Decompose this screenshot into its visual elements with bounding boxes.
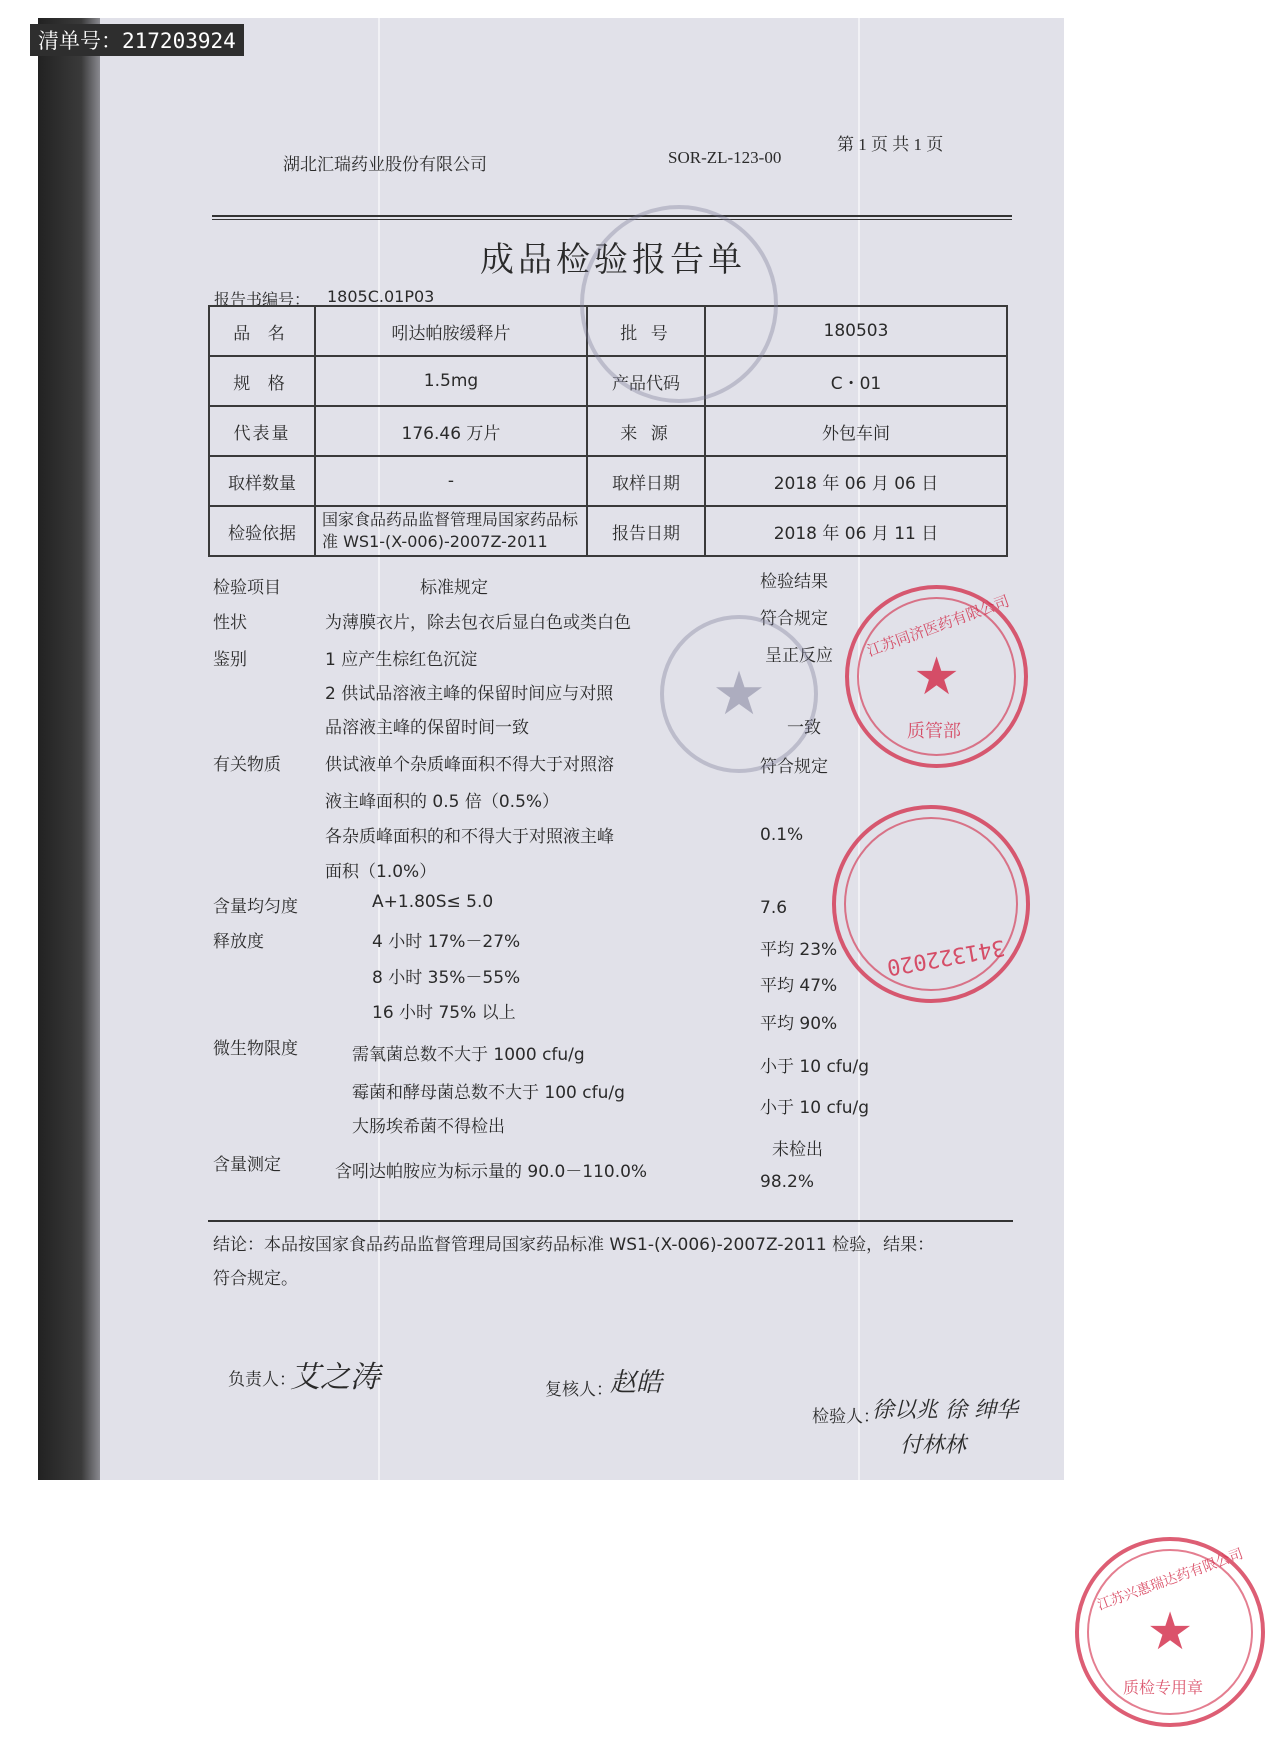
header-rule-thin — [212, 219, 1012, 220]
standard-text: 含吲达帕胺应为标示量的 90.0－110.0% — [335, 1162, 648, 1182]
round-stamp-number: 341322020 — [884, 934, 1007, 980]
spec-label: 规 格 — [209, 356, 315, 406]
result-text: 7.6 — [760, 898, 788, 918]
result-text: 呈正反应 — [765, 646, 833, 666]
item-label: 有关物质 — [213, 755, 281, 775]
standard-text: 霉菌和酵母菌总数不大于 100 cfu/g — [352, 1083, 625, 1103]
standard-text: 面积（1.0%） — [325, 862, 437, 882]
conclusion-rule — [208, 1220, 1013, 1222]
inspect-signature-2: 付林林 — [900, 1433, 967, 1458]
inspection-seal-dept: 质检专用章 — [1123, 1678, 1204, 1697]
qa-stamp — [845, 585, 1028, 768]
col-header-item: 检验项目 — [213, 578, 281, 598]
result-text: 小于 10 cfu/g — [760, 1057, 870, 1077]
col-header-result: 检验结果 — [760, 572, 828, 592]
star-icon: ★ — [913, 646, 960, 707]
result-text: 未检出 — [772, 1140, 823, 1160]
batch-number: 180503 — [705, 306, 1007, 356]
review-signature: 赵皓 — [610, 1368, 663, 1398]
code-value: C・01 — [705, 356, 1007, 406]
table-row — [209, 406, 1007, 456]
inspect-label: 检验人： — [812, 1407, 880, 1427]
result-text: 一致 — [787, 718, 821, 738]
faded-stamp — [580, 205, 778, 403]
sample-value: - — [315, 456, 587, 506]
header-rule — [212, 215, 1012, 217]
qty-label: 代表量 — [209, 406, 315, 456]
source-value: 外包车间 — [705, 406, 1007, 456]
standard-text: 1 应产生棕红色沉淀 — [325, 650, 478, 670]
inspect-signature: 徐以兆 徐 绅华 — [872, 1398, 1018, 1423]
qty-value: 176.46 万片 — [315, 406, 587, 456]
spec-value: 1.5mg — [315, 356, 587, 406]
fold-crease — [378, 18, 380, 1480]
company-name: 湖北汇瑞药业股份有限公司 — [283, 155, 487, 175]
page-info: 第 1 页 共 1 页 — [837, 135, 944, 154]
report-number-label: 报告书编号： — [214, 290, 311, 309]
item-label: 含量均匀度 — [213, 897, 298, 917]
qa-stamp-text: 江苏同济医药有限公司 — [864, 591, 1012, 661]
sample-label: 取样数量 — [209, 456, 315, 506]
product-name: 吲达帕胺缓释片 — [315, 306, 587, 356]
result-text: 平均 90% — [760, 1014, 838, 1034]
table-row — [209, 456, 1007, 506]
item-label: 释放度 — [213, 932, 264, 952]
table-row — [209, 506, 1007, 556]
standard-text: 2 供试品溶液主峰的保留时间应与对照 — [325, 684, 614, 704]
inspection-seal — [1075, 1537, 1265, 1727]
result-text: 0.1% — [760, 825, 804, 845]
code-label: 产品代码 — [587, 356, 705, 406]
basis-label: 检验依据 — [209, 506, 315, 556]
standard-text: 8 小时 35%－55% — [372, 968, 521, 988]
sample-date-label: 取样日期 — [587, 456, 705, 506]
standard-text: A+1.80S≤ 5.0 — [372, 892, 494, 912]
standard-text: 需氧菌总数不大于 1000 cfu/g — [352, 1045, 585, 1065]
standard-text: 供试液单个杂质峰面积不得大于对照溶 — [325, 755, 614, 775]
fold-crease — [858, 18, 860, 1480]
faded-stamp — [660, 615, 818, 773]
head-signature: 艾之涛 — [290, 1360, 380, 1395]
result-text: 小于 10 cfu/g — [760, 1098, 870, 1118]
qa-stamp-dept: 质管部 — [907, 721, 961, 742]
batch-label: 批 号 — [587, 306, 705, 356]
standard-text: 为薄膜衣片，除去包衣后显白色或类白色 — [325, 613, 631, 633]
result-text: 符合规定 — [760, 609, 828, 629]
report-number: 1805C.01P03 — [327, 287, 435, 306]
source-label: 来 源 — [587, 406, 705, 456]
report-date: 2018 年 06 月 11 日 — [705, 506, 1007, 556]
review-label: 复核人： — [545, 1380, 613, 1400]
item-label: 鉴别 — [213, 650, 247, 670]
standard-text: 16 小时 75% 以上 — [372, 1003, 516, 1023]
item-label: 性状 — [213, 613, 247, 633]
conclusion-line1: 结论：本品按国家食品药品监督管理局国家药品标准 WS1-(X-006)-2007Z-2011 检验，结果： — [213, 1235, 935, 1255]
name-label: 品 名 — [209, 306, 315, 356]
star-icon: ★ — [712, 659, 766, 729]
sample-date: 2018 年 06 月 06 日 — [705, 456, 1007, 506]
basis-value: 国家食品药品监督管理局国家药品标准 WS1-(X-006)-2007Z-2011 — [315, 506, 587, 556]
standard-text: 液主峰面积的 0.5 倍（0.5%） — [325, 792, 560, 812]
standard-text: 各杂质峰面积的和不得大于对照液主峰 — [325, 827, 614, 847]
conclusion-line2: 符合规定。 — [213, 1269, 298, 1289]
inspection-seal-text: 江苏兴惠瑞达药有限公司 — [1095, 1546, 1246, 1614]
standard-text: 大肠埃希菌不得检出 — [352, 1117, 505, 1137]
standard-text: 品溶液主峰的保留时间一致 — [325, 718, 529, 738]
result-text: 98.2% — [760, 1172, 815, 1192]
col-header-standard: 标准规定 — [420, 578, 488, 598]
head-label: 负责人： — [228, 1370, 296, 1390]
report-date-label: 报告日期 — [587, 506, 705, 556]
page-title: 成品检验报告单 — [480, 240, 746, 280]
scan-edge-shadow — [38, 18, 100, 1480]
item-label: 微生物限度 — [213, 1039, 298, 1059]
result-text: 符合规定 — [760, 757, 828, 777]
result-text: 平均 23% — [760, 940, 838, 960]
standard-text: 4 小时 17%－27% — [372, 932, 521, 952]
item-label: 含量测定 — [213, 1155, 281, 1175]
document-code: SOR-ZL-123-00 — [668, 148, 782, 167]
star-icon: ★ — [1146, 1602, 1194, 1662]
list-number: 清单号：217203924 — [30, 24, 244, 56]
result-text: 平均 47% — [760, 976, 838, 996]
